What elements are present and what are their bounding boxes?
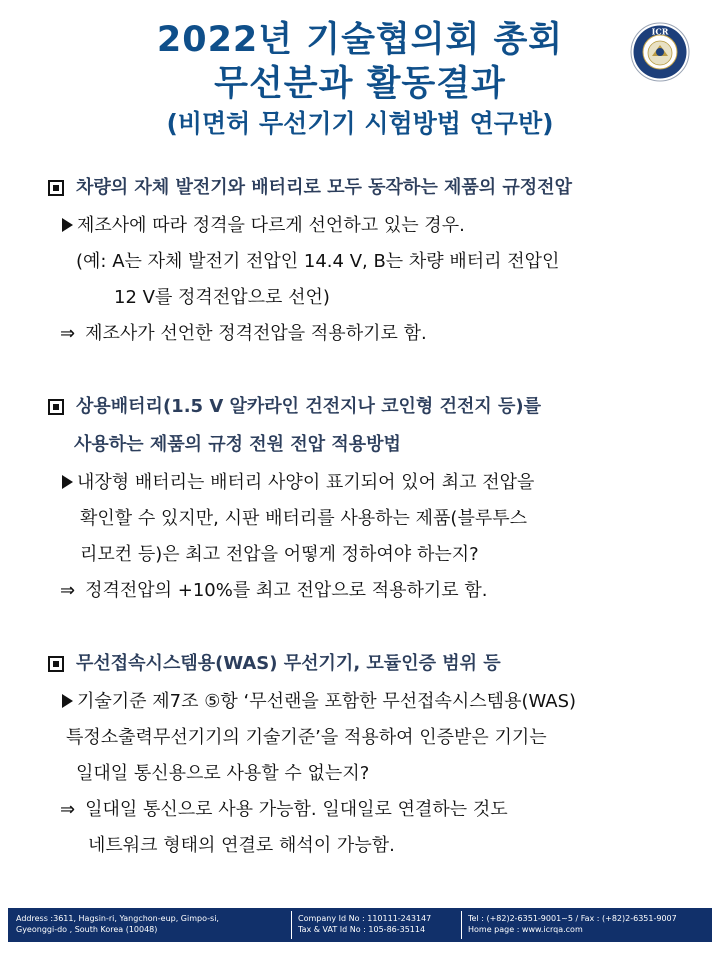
answer-line (0, 573, 720, 609)
bullet-line (0, 465, 720, 501)
checkbox-bullet-icon (48, 180, 64, 196)
footer-divider (461, 911, 462, 939)
footer-address (16, 913, 219, 935)
footer-tel-fax: Tel : (+82)2-6351-9001~5 / Fax : (+82)2-6351-9007 (468, 914, 677, 923)
footer-address-line: Address :3611, Hagsin-ri, Yangchon-eup, Gimpo-si, (16, 914, 219, 923)
triangle-bullet-icon (62, 694, 73, 708)
answer-text: 정격전압의 +10%를 최고 전압으로 적용하기로 함. (85, 580, 488, 601)
footer-bar (8, 908, 712, 942)
page-title-line2: 무선분과 활동결과 (214, 64, 506, 104)
footer-ids (298, 913, 431, 935)
bullet-continuation: 12 V를 정격전압으로 선언) (114, 287, 330, 308)
bullet-line (0, 684, 720, 720)
section-heading-text: 사용하는 제품의 규정 전원 전압 적용방법 (74, 434, 401, 455)
section-heading-text: 차량의 자체 발전기와 배터리로 모두 동작하는 제품의 규정전압 (76, 177, 572, 198)
content (0, 172, 720, 864)
footer-company-id: Company Id No : 110111-243147 (298, 914, 432, 923)
footer-divider (291, 911, 292, 939)
page-subtitle: (비면허 무선기기 시험방법 연구반) (166, 109, 554, 138)
page-title-line1: 2022년 기술협의회 총회 (156, 20, 564, 60)
footer-address-line: Gyeonggi-do , South Korea (10048) (16, 925, 158, 934)
bullet-text: 기술기준 제7조 ⑤항 ‘무선랜을 포함한 무선접속시스템용(WAS) (77, 691, 577, 712)
checkbox-bullet-icon (48, 399, 64, 415)
implies-arrow-icon: ⇒ (60, 799, 76, 820)
section-heading-continuation (0, 429, 720, 461)
bullet-line (0, 208, 720, 244)
bullet-continuation: 특정소출력무선기기의 기술기준’을 적용하여 인증받은 기기는 (66, 727, 547, 748)
logo-text: ICR (651, 26, 669, 37)
icr-seal-logo (630, 22, 690, 82)
section-heading (0, 172, 720, 204)
section-heading-text: 상용배터리(1.5 V 알카라인 건전지나 코인형 건전지 등)를 (76, 396, 542, 417)
section-heading (0, 391, 720, 423)
answer-continuation: 네트워크 형태의 연결로 해석이 가능함. (88, 835, 395, 856)
checkbox-bullet-icon (48, 656, 64, 672)
section-heading (0, 648, 720, 680)
triangle-bullet-icon (62, 218, 73, 232)
footer-tax-id: Tax & VAT Id No : 105-86-35114 (298, 925, 426, 934)
bullet-continuation: 확인할 수 있지만, 시판 배터리를 사용하는 제품(블루투스 (80, 508, 527, 529)
bullet-continuation: 일대일 통신용으로 사용할 수 없는지? (76, 763, 370, 784)
answer-text: 제조사가 선언한 정격전압을 적용하기로 함. (85, 323, 427, 344)
answer-line (0, 792, 720, 828)
bullet-text: 제조사에 따라 정격을 다르게 선언하고 있는 경우. (77, 215, 465, 236)
section-3 (0, 648, 720, 864)
implies-arrow-icon: ⇒ (60, 580, 76, 601)
triangle-bullet-icon (62, 475, 73, 489)
bullet-continuation: 리모컨 등)은 최고 전압을 어떻게 정하여야 하는지? (80, 544, 479, 565)
answer-text: 일대일 통신으로 사용 가능함. 일대일로 연결하는 것도 (85, 799, 508, 820)
implies-arrow-icon: ⇒ (60, 323, 76, 344)
footer-contact (468, 913, 677, 935)
section-heading-text: 무선접속시스템용(WAS) 무선기기, 모듈인증 범위 등 (76, 653, 501, 674)
bullet-text: 내장형 배터리는 배터리 사양이 표기되어 있어 최고 전압을 (77, 472, 535, 493)
answer-line (0, 316, 720, 352)
footer-homepage[interactable]: Home page : www.icrqa.com (468, 925, 583, 934)
bullet-continuation: (예: A는 자체 발전기 전압인 14.4 V, B는 차량 배터리 전압인 (76, 251, 560, 272)
title-block (0, 18, 720, 141)
section-2 (0, 391, 720, 609)
section-1 (0, 172, 720, 352)
